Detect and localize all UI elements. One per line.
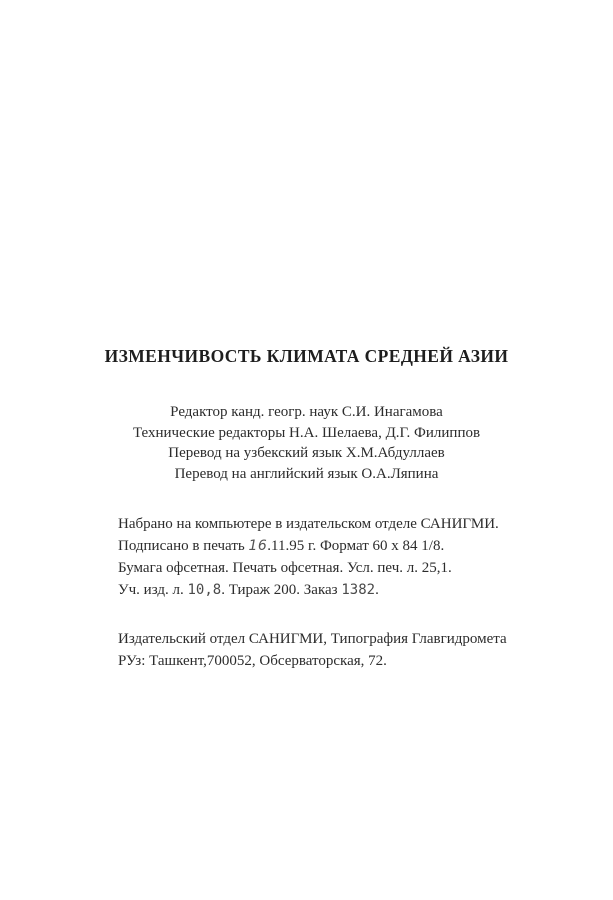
pub-sheets-label: Уч. изд. л. [118,582,188,598]
english-translation-line: Перевод на английский язык О.А.Ляпина [174,465,439,482]
publisher-block [118,628,507,672]
pub-sheets-value: 10,8 [187,582,222,598]
format-text: .11.95 г. Формат 60 x 84 1/8. [267,538,445,554]
book-title: ИЗМЕНЧИВОСТЬ КЛИМАТА СРЕДНЕЙ АЗИИ [104,346,509,366]
paper-print-line: Бумага офсетная. Печать офсетная. Усл. печ. л. 25,1. [118,560,452,576]
editor-line: Редактор канд. геогр. наук С.И. Инагамова [170,404,443,420]
publisher-line: Издательский отдел САНИГМИ, Типография Главгидромета [118,631,507,647]
print-run-text: . Тираж 200. Заказ [221,582,342,598]
publisher-address-line: РУз: Ташкент,700052, Обсерваторская, 72. [118,653,387,669]
imprint-block [118,513,499,601]
typeset-line: Набрано на компьютере в издательском отделе САНИГМИ. [118,516,499,532]
credits-block [0,402,613,484]
order-number: 1382 [341,582,376,598]
signed-to-print-line [118,535,499,557]
print-run-line [118,579,499,601]
line-end-period: . [375,582,379,598]
handwritten-day: 16 [248,538,268,554]
signed-label: Подписано в печать [118,538,249,554]
uzbek-translation-line: Перевод на узбекский язык Х.М.Абдуллаев [168,445,445,461]
technical-editors-line: Технические редакторы Н.А. Шелаева, Д.Г. Филиппов [132,424,481,441]
